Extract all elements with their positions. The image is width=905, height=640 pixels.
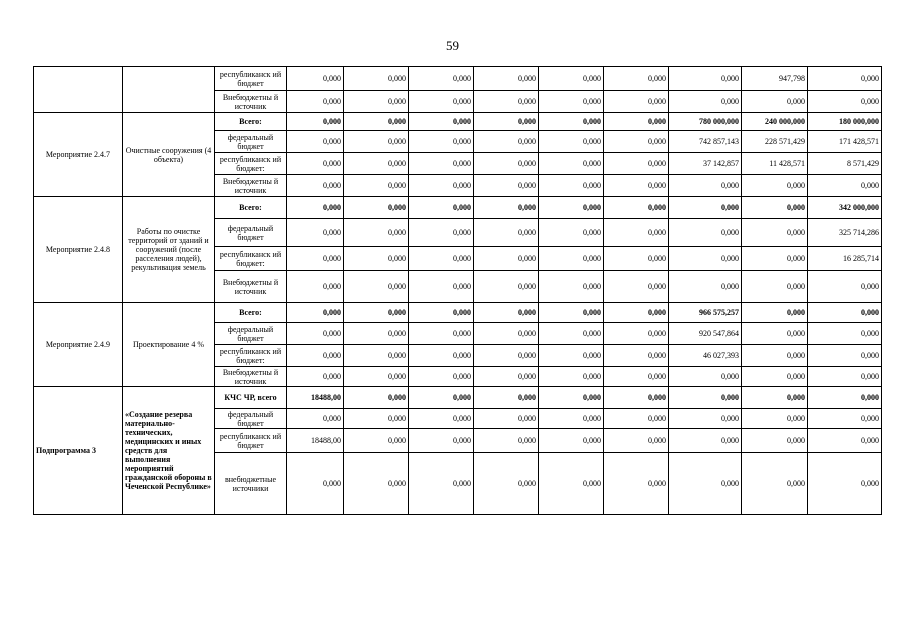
amount-cell: 0,000 xyxy=(669,387,742,409)
amount-cell: 0,000 xyxy=(808,175,882,197)
amount-cell: 0,000 xyxy=(669,367,742,387)
amount-cell: 0,000 xyxy=(287,219,344,247)
amount-cell: 0,000 xyxy=(604,91,669,113)
amount-cell: 0,000 xyxy=(409,67,474,91)
amount-cell: 0,000 xyxy=(808,271,882,303)
amount-cell: 0,000 xyxy=(742,453,808,515)
amount-cell: 0,000 xyxy=(539,197,604,219)
amount-cell: 240 000,000 xyxy=(742,113,808,131)
amount-cell: 0,000 xyxy=(409,219,474,247)
amount-cell: 0,000 xyxy=(287,303,344,323)
amount-cell: 0,000 xyxy=(287,409,344,429)
amount-cell: 0,000 xyxy=(604,409,669,429)
funding-source-cell: республиканск ий бюджет xyxy=(215,67,287,91)
amount-cell: 0,000 xyxy=(604,131,669,153)
amount-cell: 0,000 xyxy=(409,323,474,345)
amount-cell: 0,000 xyxy=(474,153,539,175)
amount-cell: 0,000 xyxy=(474,219,539,247)
funding-source-cell: Всего: xyxy=(215,303,287,323)
amount-cell: 0,000 xyxy=(409,175,474,197)
amount-cell: 0,000 xyxy=(474,91,539,113)
amount-cell: 0,000 xyxy=(409,91,474,113)
object-description-cell xyxy=(123,67,215,113)
amount-cell: 0,000 xyxy=(604,67,669,91)
amount-cell: 0,000 xyxy=(474,197,539,219)
amount-cell: 0,000 xyxy=(287,453,344,515)
amount-cell: 0,000 xyxy=(344,131,409,153)
amount-cell: 18488,00 xyxy=(287,387,344,409)
amount-cell: 0,000 xyxy=(808,345,882,367)
amount-cell: 0,000 xyxy=(474,345,539,367)
funding-source-cell: республиканск ий бюджет: xyxy=(215,153,287,175)
amount-cell: 0,000 xyxy=(344,429,409,453)
amount-cell: 0,000 xyxy=(344,323,409,345)
amount-cell: 0,000 xyxy=(474,387,539,409)
amount-cell: 0,000 xyxy=(344,453,409,515)
amount-cell: 0,000 xyxy=(604,153,669,175)
amount-cell: 0,000 xyxy=(474,113,539,131)
funding-source-cell: Внебюджетны й источник xyxy=(215,91,287,113)
amount-cell: 0,000 xyxy=(344,303,409,323)
amount-cell: 0,000 xyxy=(409,387,474,409)
amount-cell: 0,000 xyxy=(409,247,474,271)
amount-cell: 0,000 xyxy=(539,153,604,175)
funding-source-cell: Внебюджетны й источник xyxy=(215,367,287,387)
amount-cell: 171 428,571 xyxy=(808,131,882,153)
amount-cell: 0,000 xyxy=(808,367,882,387)
amount-cell: 0,000 xyxy=(669,67,742,91)
funding-source-cell: федеральный бюджет xyxy=(215,219,287,247)
amount-cell: 325 714,286 xyxy=(808,219,882,247)
amount-cell: 0,000 xyxy=(669,429,742,453)
amount-cell: 0,000 xyxy=(808,323,882,345)
amount-cell: 742 857,143 xyxy=(669,131,742,153)
amount-cell: 0,000 xyxy=(539,429,604,453)
amount-cell: 0,000 xyxy=(344,247,409,271)
amount-cell: 0,000 xyxy=(287,131,344,153)
amount-cell: 46 027,393 xyxy=(669,345,742,367)
amount-cell: 0,000 xyxy=(669,271,742,303)
amount-cell: 11 428,571 xyxy=(742,153,808,175)
amount-cell: 342 000,000 xyxy=(808,197,882,219)
amount-cell: 0,000 xyxy=(669,453,742,515)
measure-name-cell: Мероприятие 2.4.7 xyxy=(34,113,123,197)
amount-cell: 0,000 xyxy=(808,387,882,409)
amount-cell: 0,000 xyxy=(539,387,604,409)
amount-cell: 0,000 xyxy=(808,453,882,515)
amount-cell: 0,000 xyxy=(808,303,882,323)
page-number: 59 xyxy=(446,38,459,53)
amount-cell: 0,000 xyxy=(539,113,604,131)
amount-cell: 0,000 xyxy=(604,429,669,453)
amount-cell: 0,000 xyxy=(539,175,604,197)
amount-cell: 0,000 xyxy=(539,303,604,323)
amount-cell: 0,000 xyxy=(474,429,539,453)
amount-cell: 0,000 xyxy=(287,323,344,345)
amount-cell: 228 571,429 xyxy=(742,131,808,153)
amount-cell: 947,798 xyxy=(742,67,808,91)
amount-cell: 0,000 xyxy=(742,323,808,345)
amount-cell: 0,000 xyxy=(474,131,539,153)
amount-cell: 0,000 xyxy=(287,91,344,113)
object-description-cell: «Создание резерва материально-технических, медицинских и иных средств для выполнения мероприятий гражданской обороны в Чеченской Республике» xyxy=(123,387,215,515)
amount-cell: 0,000 xyxy=(742,303,808,323)
funding-source-cell: Внебюджетны й источник xyxy=(215,271,287,303)
amount-cell: 0,000 xyxy=(742,409,808,429)
amount-cell: 0,000 xyxy=(604,345,669,367)
amount-cell: 0,000 xyxy=(604,219,669,247)
funding-source-cell: Внебюджетны й источник xyxy=(215,175,287,197)
amount-cell: 0,000 xyxy=(409,153,474,175)
amount-cell: 0,000 xyxy=(287,153,344,175)
amount-cell: 0,000 xyxy=(409,131,474,153)
amount-cell: 0,000 xyxy=(287,271,344,303)
funding-source-cell: КЧС ЧР, всего xyxy=(215,387,287,409)
amount-cell: 0,000 xyxy=(742,429,808,453)
amount-cell: 0,000 xyxy=(604,323,669,345)
amount-cell: 0,000 xyxy=(604,113,669,131)
amount-cell: 0,000 xyxy=(344,409,409,429)
funding-source-cell: республиканск ий бюджет: xyxy=(215,345,287,367)
amount-cell: 0,000 xyxy=(474,323,539,345)
amount-cell: 0,000 xyxy=(344,67,409,91)
amount-cell: 0,000 xyxy=(344,91,409,113)
amount-cell: 0,000 xyxy=(539,219,604,247)
amount-cell: 0,000 xyxy=(409,409,474,429)
amount-cell: 0,000 xyxy=(604,453,669,515)
amount-cell: 0,000 xyxy=(604,247,669,271)
amount-cell: 0,000 xyxy=(287,247,344,271)
amount-cell: 0,000 xyxy=(344,271,409,303)
funding-source-cell: Всего: xyxy=(215,113,287,131)
amount-cell: 0,000 xyxy=(409,303,474,323)
amount-cell: 0,000 xyxy=(669,197,742,219)
amount-cell: 0,000 xyxy=(539,409,604,429)
amount-cell: 18488,00 xyxy=(287,429,344,453)
amount-cell: 0,000 xyxy=(409,367,474,387)
amount-cell: 0,000 xyxy=(409,429,474,453)
amount-cell: 0,000 xyxy=(604,271,669,303)
amount-cell: 0,000 xyxy=(808,409,882,429)
amount-cell: 0,000 xyxy=(409,271,474,303)
amount-cell: 0,000 xyxy=(474,453,539,515)
amount-cell: 0,000 xyxy=(287,175,344,197)
measure-name-cell: Подпрограмма 3 xyxy=(34,387,123,515)
object-description-cell: Проектирование 4 % xyxy=(123,303,215,387)
amount-cell: 0,000 xyxy=(742,175,808,197)
amount-cell: 0,000 xyxy=(539,323,604,345)
amount-cell: 920 547,864 xyxy=(669,323,742,345)
amount-cell: 0,000 xyxy=(669,91,742,113)
table-row xyxy=(34,113,882,131)
amount-cell: 0,000 xyxy=(409,345,474,367)
amount-cell: 0,000 xyxy=(742,387,808,409)
amount-cell: 0,000 xyxy=(287,367,344,387)
amount-cell: 0,000 xyxy=(409,113,474,131)
amount-cell: 0,000 xyxy=(474,67,539,91)
amount-cell: 0,000 xyxy=(539,131,604,153)
amount-cell: 0,000 xyxy=(344,387,409,409)
amount-cell: 0,000 xyxy=(539,247,604,271)
amount-cell: 0,000 xyxy=(742,271,808,303)
amount-cell: 8 571,429 xyxy=(808,153,882,175)
amount-cell: 0,000 xyxy=(409,197,474,219)
amount-cell: 0,000 xyxy=(742,219,808,247)
amount-cell: 0,000 xyxy=(344,219,409,247)
amount-cell: 0,000 xyxy=(344,197,409,219)
amount-cell: 0,000 xyxy=(604,175,669,197)
amount-cell: 0,000 xyxy=(474,409,539,429)
amount-cell: 0,000 xyxy=(539,453,604,515)
amount-cell: 966 575,257 xyxy=(669,303,742,323)
amount-cell: 0,000 xyxy=(344,175,409,197)
amount-cell: 16 285,714 xyxy=(808,247,882,271)
amount-cell: 0,000 xyxy=(742,247,808,271)
amount-cell: 0,000 xyxy=(474,175,539,197)
measure-name-cell: Мероприятие 2.4.8 xyxy=(34,197,123,303)
funding-source-cell: внебюджетные источники xyxy=(215,453,287,515)
measure-name-cell: Мероприятие 2.4.9 xyxy=(34,303,123,387)
amount-cell: 0,000 xyxy=(669,409,742,429)
amount-cell: 0,000 xyxy=(344,367,409,387)
budget-table xyxy=(33,66,882,515)
amount-cell: 0,000 xyxy=(344,153,409,175)
table-row xyxy=(34,387,882,409)
amount-cell: 0,000 xyxy=(742,345,808,367)
amount-cell: 0,000 xyxy=(604,197,669,219)
amount-cell: 0,000 xyxy=(287,113,344,131)
amount-cell: 0,000 xyxy=(604,387,669,409)
amount-cell: 0,000 xyxy=(808,67,882,91)
funding-source-cell: федеральный бюджет xyxy=(215,323,287,345)
amount-cell: 0,000 xyxy=(474,271,539,303)
amount-cell: 0,000 xyxy=(808,91,882,113)
amount-cell: 0,000 xyxy=(539,91,604,113)
amount-cell: 0,000 xyxy=(669,219,742,247)
funding-source-cell: федеральный бюджет xyxy=(215,131,287,153)
object-description-cell: Работы по очистке территорий от зданий и сооружений (после расселения людей), рекультивация земель xyxy=(123,197,215,303)
amount-cell: 0,000 xyxy=(604,367,669,387)
amount-cell: 0,000 xyxy=(742,91,808,113)
amount-cell: 0,000 xyxy=(287,197,344,219)
funding-source-cell: республиканск ий бюджет xyxy=(215,429,287,453)
amount-cell: 37 142,857 xyxy=(669,153,742,175)
amount-cell: 0,000 xyxy=(604,303,669,323)
table-row xyxy=(34,197,882,219)
object-description-cell: Очистные сооружения (4 объекта) xyxy=(123,113,215,197)
funding-source-cell: республиканск ий бюджет: xyxy=(215,247,287,271)
amount-cell: 0,000 xyxy=(409,453,474,515)
amount-cell: 0,000 xyxy=(742,367,808,387)
amount-cell: 780 000,000 xyxy=(669,113,742,131)
amount-cell: 0,000 xyxy=(287,345,344,367)
amount-cell: 180 000,000 xyxy=(808,113,882,131)
table-row xyxy=(34,303,882,323)
amount-cell: 0,000 xyxy=(474,303,539,323)
amount-cell: 0,000 xyxy=(344,113,409,131)
measure-name-cell xyxy=(34,67,123,113)
amount-cell: 0,000 xyxy=(287,67,344,91)
amount-cell: 0,000 xyxy=(539,67,604,91)
amount-cell: 0,000 xyxy=(669,247,742,271)
funding-source-cell: федеральный бюджет xyxy=(215,409,287,429)
amount-cell: 0,000 xyxy=(742,197,808,219)
amount-cell: 0,000 xyxy=(474,247,539,271)
amount-cell: 0,000 xyxy=(539,345,604,367)
amount-cell: 0,000 xyxy=(669,175,742,197)
amount-cell: 0,000 xyxy=(344,345,409,367)
table-row xyxy=(34,67,882,91)
amount-cell: 0,000 xyxy=(539,271,604,303)
amount-cell: 0,000 xyxy=(539,367,604,387)
amount-cell: 0,000 xyxy=(474,367,539,387)
amount-cell: 0,000 xyxy=(808,429,882,453)
funding-source-cell: Всего: xyxy=(215,197,287,219)
